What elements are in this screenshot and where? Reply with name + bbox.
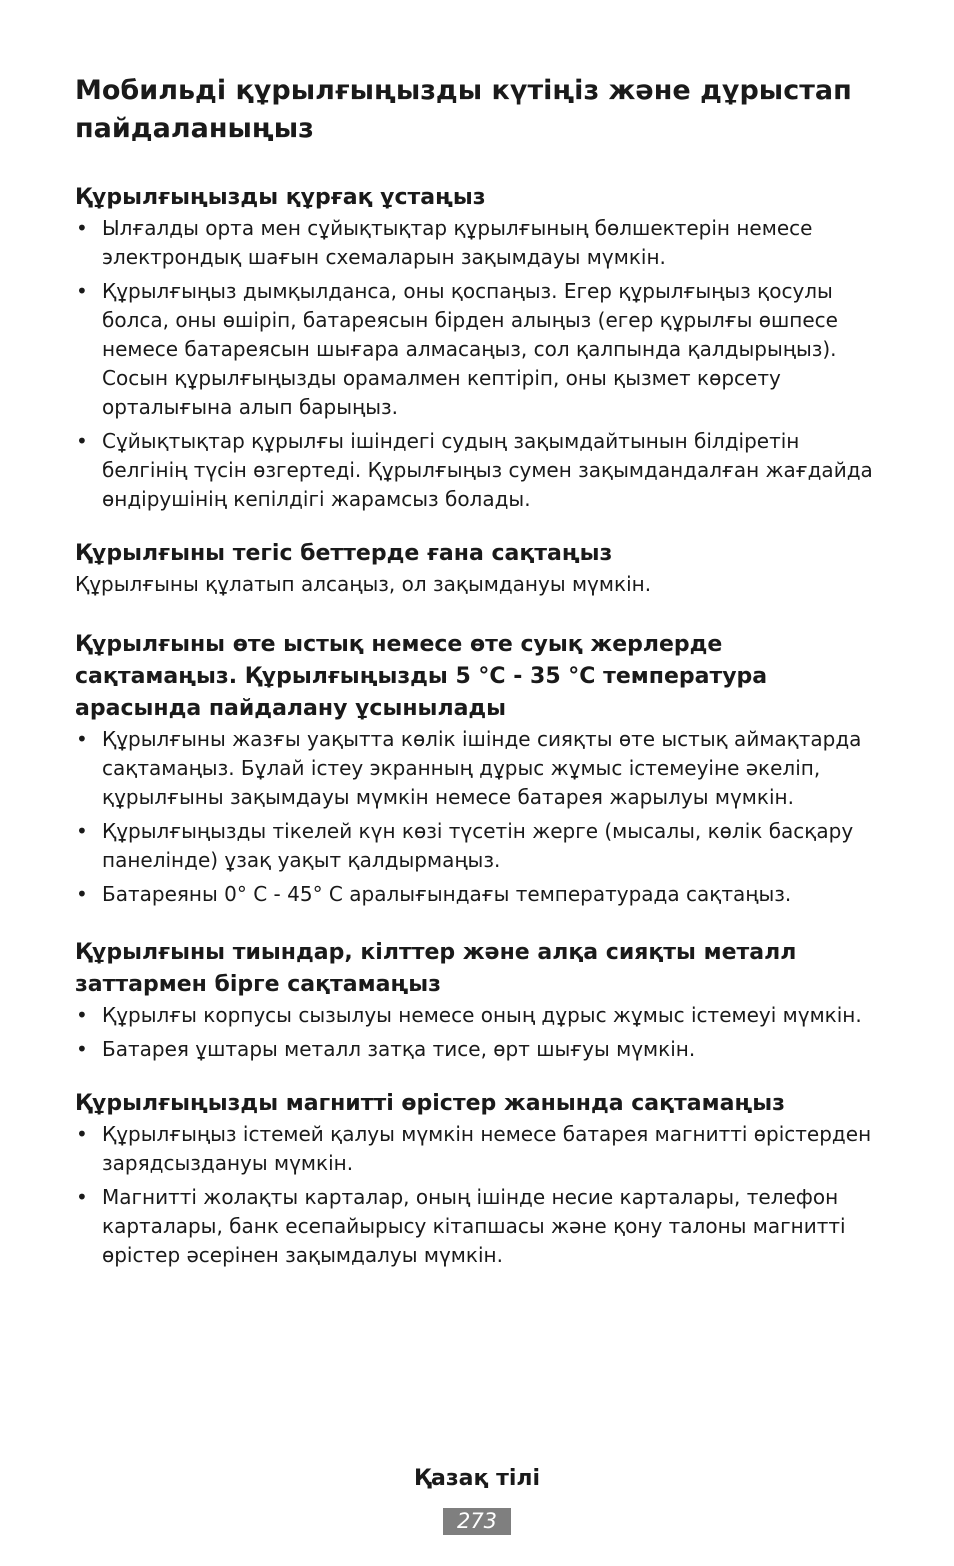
section-heading: Құрылғыңызды құрғақ ұстаңыз <box>75 185 486 210</box>
list-item: • Ылғалды орта мен сұйықтықтар құрылғының бөлшектерін немесе электрондық шағын схемаларын зақымдауы мүмкін. <box>76 216 813 269</box>
section-metal-objects <box>75 937 890 1064</box>
section-magnetic-fields <box>75 1088 890 1270</box>
list-item: • Құрылғыңыз істемей қалуы мүмкін немесе батарея магнитті өрістерден зарядсыздануы мүмкін. <box>76 1122 872 1175</box>
list-item: • Сұйықтықтар құрылғы ішіндегі судың зақымдайтынын білдіретін белгінің түсін өзгертеді. Құрылғыңыз сумен зақымдандалған жағдайда өндірушінің кепілдігі жарамсыз болады. <box>76 429 873 511</box>
list-item: • Құрылғыңызды тікелей күн көзі түсетін жерге (мысалы, көлік басқару панелінде) ұзақ уақыт қалдырмаңыз. <box>76 819 854 872</box>
list-item: • Құрылғыңыз дымқылданса, оны қоспаңыз. Егер құрылғыңыз қосулы болса, оны өшіріп, батареясын бірден алыңыз (егер құрылғы өшпесе немесе батареясын шығара алмасаңыз, сол қалпында қалдырыңыз). Сосын құрылғыңызды орамалмен кептіріп, оны қызмет көрсету орталығына алып барыңыз. <box>76 279 838 419</box>
section-heading: Құрылғыңызды магнитті өрістер жанында сақтамаңыз <box>75 1091 785 1116</box>
page-number: 273 <box>443 1508 511 1535</box>
list-item: • Батарея ұштары металл затқа тисе, өрт шығуы мүмкін. <box>76 1037 696 1061</box>
list-item: • Құрылғы корпусы сызылуы немесе оның дұрыс жұмыс істемеуі мүмкін. <box>76 1003 862 1027</box>
bullet-list <box>75 1120 890 1270</box>
section-heading: Құрылғыны өте ыстық немесе өте суық жерлерде сақтамаңыз. Құрылғыңызды 5 °C - 35 °C температура арасында пайдалану ұсынылады <box>75 632 768 721</box>
section-heading: Құрылғыны тиындар, кілттер және алқа сияқты металл заттармен бірге сақтамаңыз <box>75 940 797 997</box>
section-text: Құрылғыны құлатып алсаңыз, ол зақымдануы мүмкін. <box>75 572 652 596</box>
section-flat-surface <box>75 538 890 599</box>
list-item: • Магнитті жолақты карталар, оның ішінде несие карталары, телефон карталары, банк есепайырысу кітапшасы және қону талоны магнитті өрістер әсерінен зақымдалуы мүмкін. <box>76 1185 846 1267</box>
list-item: • Батареяны 0° С - 45° С аралығындағы температурада сақтаңыз. <box>76 882 792 906</box>
list-item: • Құрылғыны жазғы уақытта көлік ішінде сияқты өте ыстық аймақтарда сақтамаңыз. Бұлай істеу экранның дұрыс жұмыс істемеуіне әкеліп, құрылғыны зақымдауы мүмкін немесе батарея жарылуы мүмкін. <box>76 727 862 809</box>
section-temperature <box>75 629 890 909</box>
section-keep-dry <box>75 182 890 514</box>
section-heading: Құрылғыны тегіс беттерде ғана сақтаңыз <box>75 541 613 566</box>
bullet-list <box>75 1001 890 1064</box>
bullet-list <box>75 725 890 909</box>
page-title: Мобильді құрылғыңызды күтіңіз және дұрыстап пайдаланыңыз <box>75 75 852 144</box>
page-content <box>75 72 890 1275</box>
footer-language: Қазақ тілі <box>413 1466 541 1491</box>
bullet-list <box>75 214 890 514</box>
